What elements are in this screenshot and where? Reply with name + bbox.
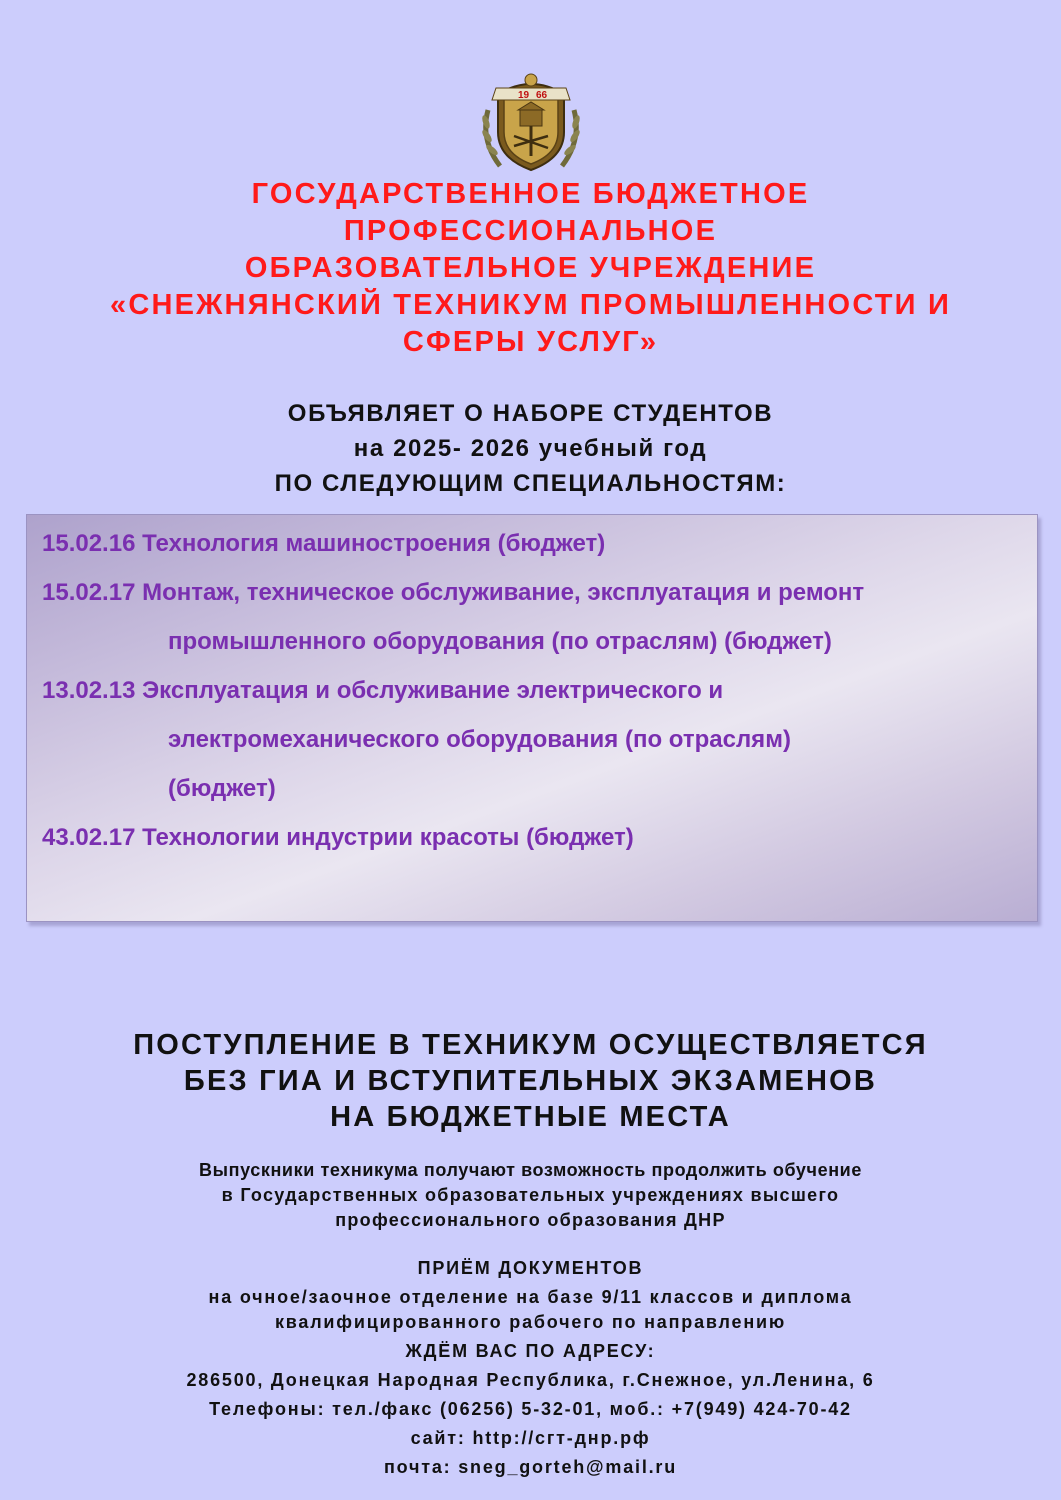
college-emblem-icon: [478, 70, 584, 174]
svg-text:66: 66: [536, 90, 548, 101]
institution-title-line: СФЕРЫ УСЛУГ»: [402, 326, 659, 358]
admission-line: БЕЗ ГИА И ВСТУПИТЕЛЬНЫХ ЭКЗАМЕНОВ: [183, 1065, 878, 1097]
email-link[interactable]: почта: sneg_gorteh@mail.ru: [383, 1457, 678, 1477]
institution-title-line: «СНЕЖНЯНСКИЙ ТЕХНИКУМ ПРОМЫШЛЕННОСТИ И: [109, 289, 951, 321]
institution-title-line: ГОСУДАРСТВЕННОЕ БЮДЖЕТНОЕ: [251, 178, 810, 210]
admission-line: ПОСТУПЛЕНИЕ В ТЕХНИКУМ ОСУЩЕСТВЛЯЕТСЯ: [133, 1029, 928, 1061]
phone-numbers: Телефоны: тел./факс (06256) 5-32-01, моб.: +7(949) 424-70-42: [209, 1399, 852, 1419]
institution-title-line: ОБРАЗОВАТЕЛЬНОЕ УЧРЕЖДЕНИЕ: [244, 252, 817, 284]
contacts-section: [0, 1254, 1061, 1482]
specialty-item: 15.02.16 Технология машиностроения (бюджет): [42, 530, 606, 557]
announcement-line: ПО СЛЕДУЮЩИМ СПЕЦИАЛЬНОСТЯМ:: [274, 470, 787, 497]
specialty-item-continuation: (бюджет): [168, 775, 276, 802]
website-link[interactable]: сайт: http://сгт-днр.рф: [410, 1428, 651, 1448]
graduates-line: в Государственных образовательных учреждениях высшего: [221, 1185, 840, 1205]
graduates-line: профессионального образования ДНР: [335, 1210, 726, 1230]
documents-line: на очное/заочное отделение на базе 9/11 классов и диплома: [208, 1287, 853, 1307]
specialty-item-continuation: промышленного оборудования (по отраслям) (бюджет): [168, 628, 832, 655]
specialty-item-continuation: электромеханического оборудования (по отраслям): [168, 726, 791, 753]
address-heading: ЖДЁМ ВАС ПО АДРЕСУ:: [405, 1341, 656, 1361]
specialty-item: 13.02.13 Эксплуатация и обслуживание электрического и: [42, 677, 724, 704]
specialties-list: [42, 519, 1037, 862]
specialty-item: 43.02.17 Технологии индустрии красоты (бюджет): [42, 824, 634, 851]
admission-info: [0, 1027, 1061, 1135]
documents-heading: ПРИЁМ ДОКУМЕНТОВ: [417, 1258, 644, 1278]
graduates-line: Выпускники техникума получают возможность продолжить обучение: [199, 1160, 862, 1180]
svg-text:19: 19: [518, 90, 530, 101]
institution-title-line: ПРОФЕССИОНАЛЬНОЕ: [343, 215, 718, 247]
enrollment-announcement: [0, 396, 1061, 501]
announcement-year: на 2025- 2026 учебный год: [353, 435, 708, 462]
announcement-line: ОБЪЯВЛЯЕТ О НАБОРЕ СТУДЕНТОВ: [287, 400, 774, 427]
address-text: 286500, Донецкая Народная Республика, г.Снежное, ул.Ленина, 6: [186, 1370, 875, 1390]
graduates-info: [0, 1158, 1061, 1233]
admission-line: НА БЮДЖЕТНЫЕ МЕСТА: [330, 1101, 731, 1133]
specialty-item: 15.02.17 Монтаж, техническое обслуживание, эксплуатация и ремонт: [42, 579, 865, 606]
specialties-panel: [26, 514, 1038, 922]
institution-title: [0, 176, 1061, 361]
documents-line: квалифицированного рабочего по направлению: [274, 1312, 787, 1332]
